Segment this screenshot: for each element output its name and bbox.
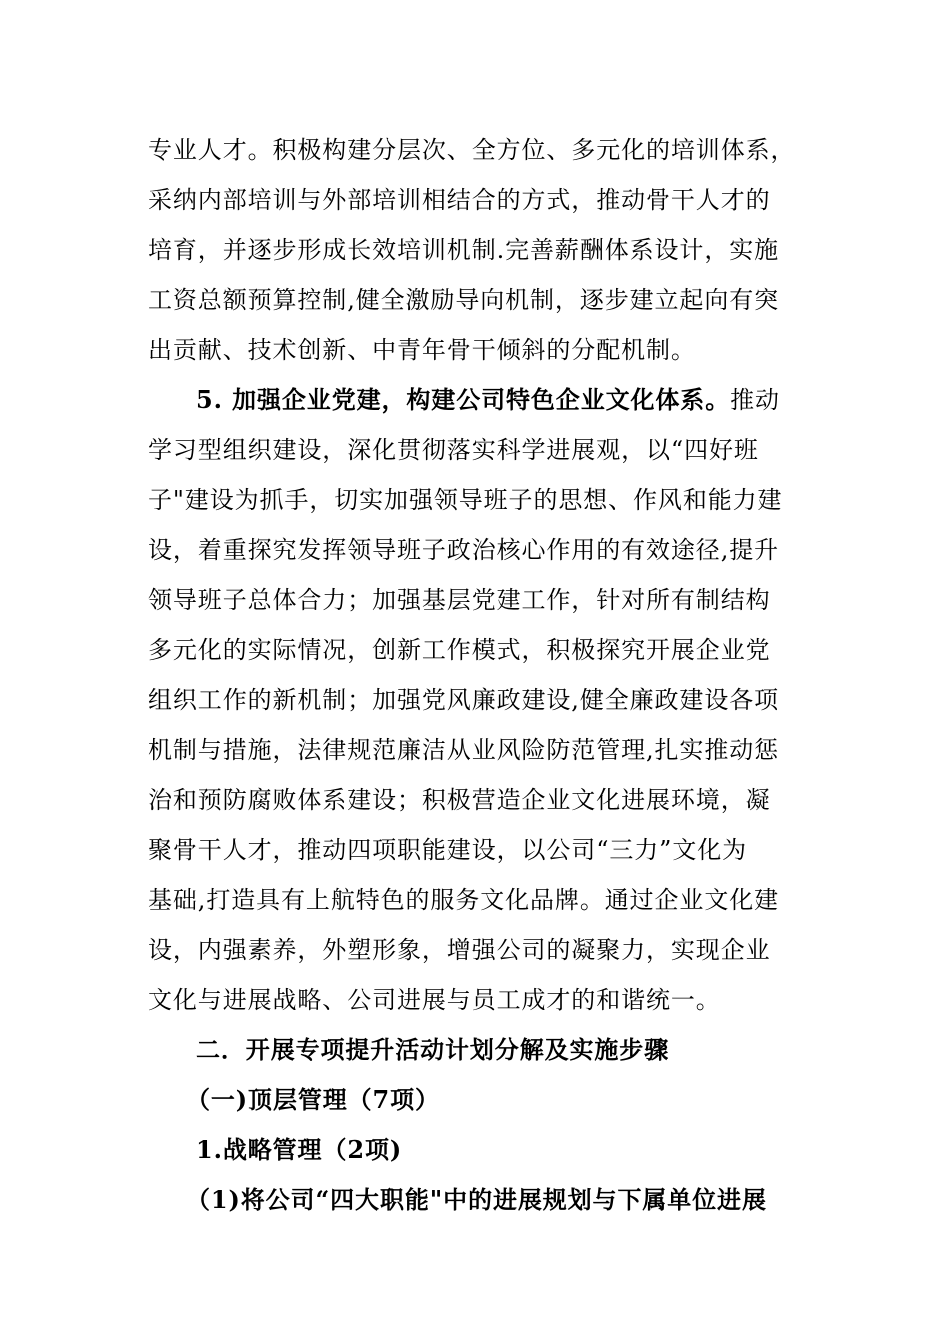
body-text-line: 学习型组织建设，深化贯彻落实科学进展观，以“四好班 — [148, 436, 759, 464]
paragraph-5-text: 推动 — [730, 386, 780, 414]
paragraph-5-heading: 5. 加强企业党建，构建公司特色企业文化体系。 — [196, 385, 731, 414]
body-text-line: 采纳内部培训与外部培训相结合的方式，推动骨干人才的 — [148, 186, 771, 214]
body-text-line: 多元化的实际情况，创新工作模式，积极探究开展企业党 — [148, 636, 771, 664]
item-heading-strategy: 1.战略管理（2项) — [196, 1135, 403, 1164]
body-text-line: 文化与进展战略、公司进展与员工成才的和谐统一。 — [148, 986, 721, 1014]
body-text-line: 工资总额预算控制,健全激励导向机制，逐步建立起向有突 — [148, 286, 780, 314]
body-text-line: 子"建设为抓手，切实加强领导班子的思想、作风和能力建 — [148, 486, 783, 514]
body-text-line: 培育，并逐步形成长效培训机制.完善薪酬体系设计，实施 — [148, 236, 780, 264]
body-text-line: 基础,打造具有上航特色的服务文化品牌。通过企业文化建 — [148, 886, 780, 914]
body-text-line: 专业人才。积极构建分层次、全方位、多元化的培训体系， — [148, 136, 796, 164]
paragraph-5-first-line — [196, 385, 780, 415]
body-text-line: 机制与措施，法律规范廉洁从业风险防范管理,扎实推动惩 — [148, 736, 780, 764]
body-text-line: 领导班子总体合力；加强基层党建工作，针对所有制结构 — [148, 586, 771, 614]
section-heading-2: 二．开展专项提升活动计划分解及实施步骤 — [196, 1035, 670, 1064]
body-text-line: 出贡献、技术创新、中青年骨干倾斜的分配机制。 — [148, 336, 696, 364]
body-text-line: 组织工作的新机制；加强党风廉政建设,健全廉政建设各项 — [148, 686, 780, 714]
body-text-line: 聚骨干人才，推动四项职能建设，以公司“三力”文化为 — [148, 836, 748, 864]
body-text-line: 设，内强素养，外塑形象，增强公司的凝聚力，实现企业 — [148, 936, 771, 964]
body-text-line: 设，着重探究发挥领导班子政治核心作用的有效途径,提升 — [148, 536, 780, 564]
body-text-line: 治和预防腐败体系建设；积极营造企业文化进展环境，凝 — [148, 786, 771, 814]
item-heading-1: （1)将公司“四大职能"中的进展规划与下属单位进展 — [186, 1185, 767, 1214]
subsection-heading-1: （一)顶层管理（7项） — [186, 1085, 440, 1114]
